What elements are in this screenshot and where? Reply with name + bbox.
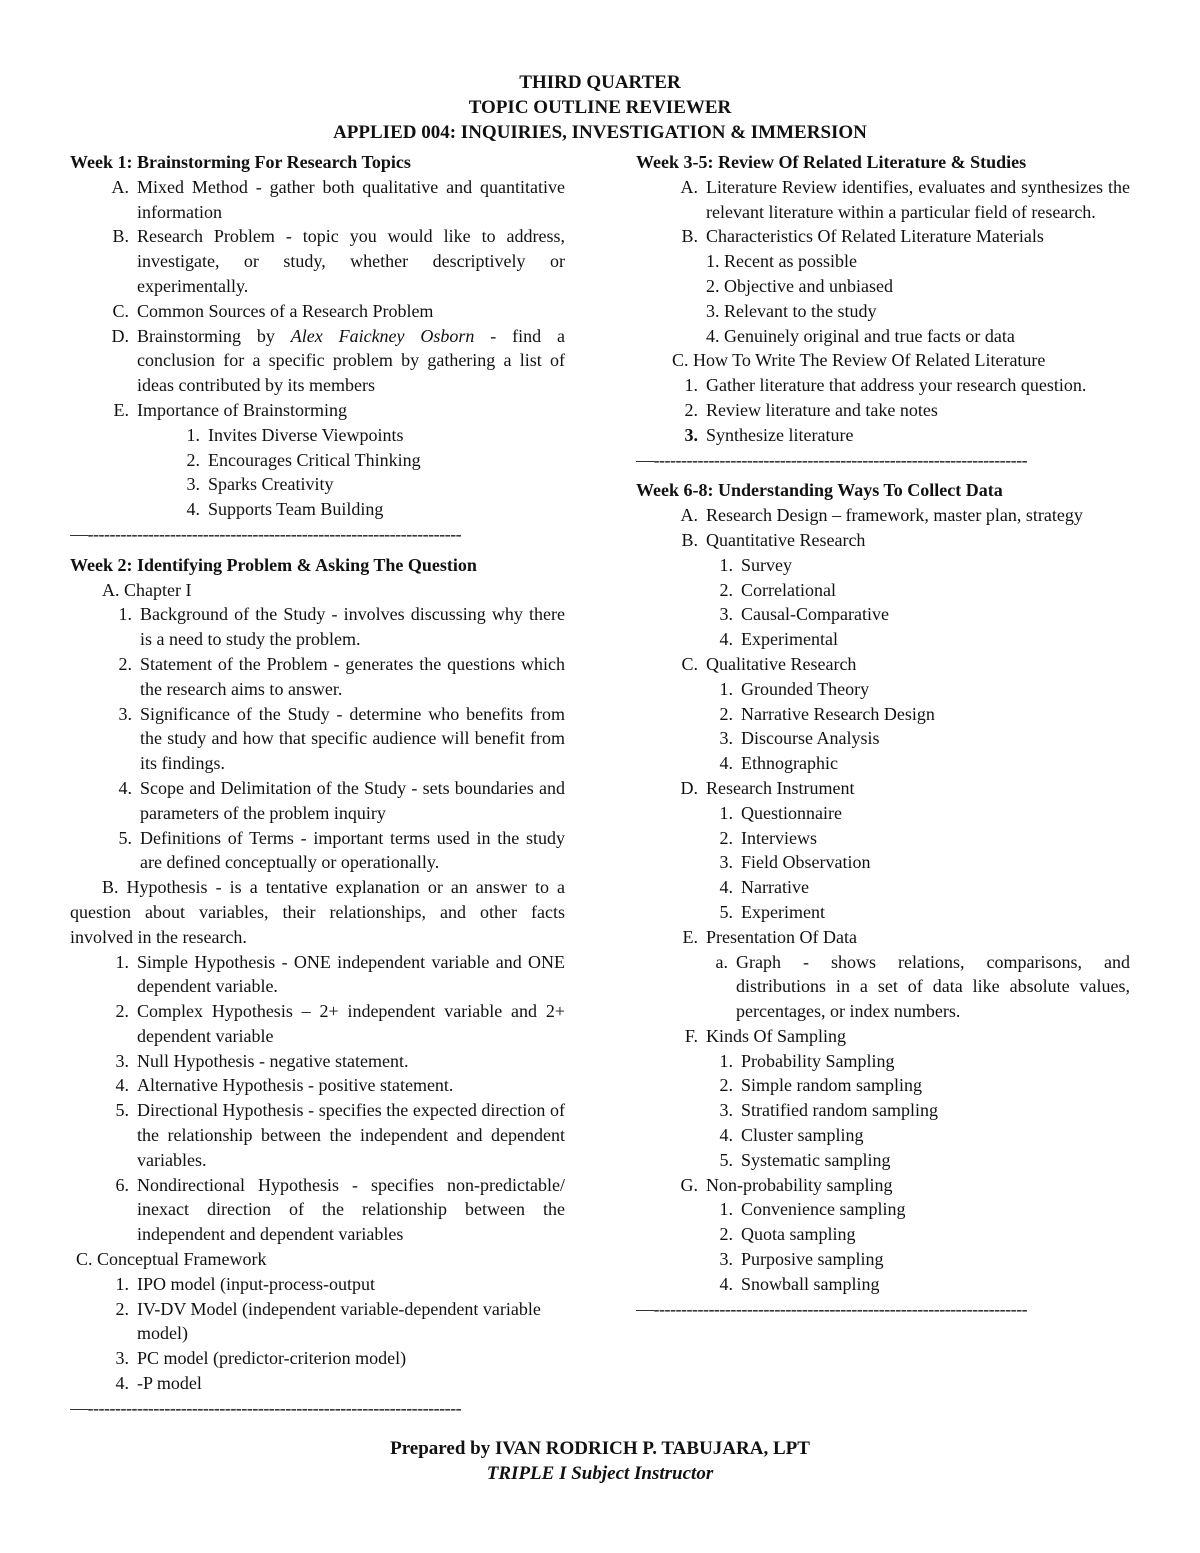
list-item: 2. Simple random sampling [719,1075,922,1096]
list-item: 3. Causal-Comparative [719,604,889,625]
list-item: B. Quantitative Research [681,529,866,550]
write-review-heading: C. How To Write The Review Of Related Literature [672,350,1046,371]
list-item: 3. Significance of the Study - determine who benefits from the study and how that specific audience will benefit from its findings. [118,703,565,774]
list-item: 1. Questionnaire [719,802,842,823]
list-item: 4. Narrative [719,877,809,898]
hypothesis-paragraph: B. Hypothesis - is a tentative explanation or an answer to a question about variables, their relationships, and other facts involved in the research. [70,877,565,947]
list-item: 2. Statement of the Problem - generates the questions which the research aims to answer. [118,653,565,699]
section-divider: —-------------------------------------------------------------------- [636,449,1028,470]
list-item: 3. Purposive sampling [719,1249,884,1270]
list-item: 4. Ethnographic [719,753,838,774]
list-item: 2. Objective and unbiased [706,275,893,296]
list-item: C. Qualitative Research [681,653,857,674]
framework-heading: C. Conceptual Framework [76,1249,267,1270]
list-item: 5. Experiment [719,901,825,922]
list-item: 4. -P model [115,1373,202,1394]
list-item: B. Research Problem - topic you would like to address, investigate, or study, whether descriptively or experimentally. [112,226,565,296]
list-item: G. Non-probability sampling [680,1174,893,1195]
list-item: 1. IPO model (input-process-output [115,1273,375,1294]
list-item: 3. Discourse Analysis [719,728,880,749]
quarter-title: THIRD QUARTER [519,72,681,93]
list-item: 2. IV-DV Model (independent variable-dependent variable model) [115,1298,541,1344]
list-item: 3. Null Hypothesis - negative statement. [115,1050,409,1071]
list-item: 1. Invites Diverse Viewpoints [186,424,404,445]
list-item: 1. Grounded Theory [719,678,870,699]
list-item: 4. Scope and Delimitation of the Study - sets boundaries and parameters of the problem inquiry [118,777,565,823]
list-item: 2. Review literature and take notes [684,399,938,420]
list-item: 2. Encourages Critical Thinking [186,449,421,470]
subject-title: APPLIED 004: INQUIRIES, INVESTIGATION & IMMERSION [333,122,867,143]
list-item: 4. Supports Team Building [186,499,384,520]
list-item: 3. Field Observation [719,852,871,873]
document-header [0,70,1200,145]
list-item: 2. Interviews [719,827,817,848]
list-item: 5. Systematic sampling [719,1149,891,1170]
list-item: 5. Definitions of Terms - important terms used in the study are defined conceptually or operationally. [118,827,565,873]
list-item: 3. Sparks Creativity [186,474,334,495]
prepared-by: Prepared by IVAN RODRICH P. TABUJARA, LPT [390,1438,810,1459]
week1-heading: Week 1: Brainstorming For Research Topics [70,152,411,172]
list-item: 4. Cluster sampling [719,1125,864,1146]
list-item: 1. Simple Hypothesis - ONE independent variable and ONE dependent variable. [115,951,565,997]
list-item: 1. Recent as possible [706,251,857,272]
list-item: E. Importance of Brainstorming [113,399,347,420]
list-item: 1. Background of the Study - involves discussing why there is a need to study the problem. [118,604,565,650]
left-column [70,150,565,1427]
list-item: 5. Directional Hypothesis - specifies the expected direction of the relationship between the independent and dependent variables. [115,1100,565,1170]
list-item: a. Graph - shows relations, comparisons, and distributions in a set of data like absolute values, percentages, or index numbers. [715,951,1130,1022]
osborn-name: Alex Faickney Osborn [290,325,475,346]
week3-5-heading: Week 3-5: Review Of Related Literature & Studies [636,152,1027,172]
list-item: 1. Gather literature that address your research question. [684,375,1087,396]
list-item: 3. Synthesize literature [684,424,854,445]
list-item: 1. Survey [719,554,792,575]
list-item: D. Research Instrument [680,777,855,798]
section-divider: —-------------------------------------------------------------------- [70,1397,462,1418]
list-item: D. Brainstorming by Alex Faickney Osborn - find a conclusion for a specific problem by gathering a list of ideas contributed by its members [111,325,566,396]
instructor-role: TRIPLE I Subject Instructor [486,1463,714,1484]
list-item: 2. Quota sampling [719,1224,856,1245]
list-item: E. Presentation Of Data [682,926,857,947]
list-item: C. Common Sources of a Research Problem [112,300,434,321]
section-divider: —-------------------------------------------------------------------- [636,1298,1028,1319]
document-footer [0,1436,1200,1486]
list-item: B. Characteristics Of Related Literature Materials [681,226,1044,247]
list-item: 4. Genuinely original and true facts or data [706,325,1015,346]
list-item: 2. Complex Hypothesis – 2+ independent variable and 2+ dependent variable [115,1001,565,1046]
list-item: 1. Convenience sampling [719,1199,906,1220]
list-item: A. Mixed Method - gather both qualitative and quantitative information [111,176,565,222]
list-item: F. Kinds Of Sampling [684,1025,847,1046]
chapter-heading: A. Chapter I [102,579,192,600]
list-item: 4. Alternative Hypothesis - positive statement. [115,1075,454,1096]
week6-8-heading: Week 6-8: Understanding Ways To Collect Data [636,480,1003,501]
list-item: 6. Nondirectional Hypothesis - specifies non-predictable/ inexact direction of the relationship between the independent and dependent variables [115,1174,565,1245]
list-item: 4. Experimental [719,629,838,650]
week2-heading: Week 2: Identifying Problem & Asking The Question [70,554,477,575]
list-item: 2. Correlational [719,579,836,600]
reviewer-title: TOPIC OUTLINE REVIEWER [468,97,732,118]
list-item: 3. PC model (predictor-criterion model) [115,1348,407,1369]
list-item: A. Research Design – framework, master plan, strategy [680,505,1083,526]
list-item: 4. Snowball sampling [719,1273,880,1294]
section-divider: —-------------------------------------------------------------------- [70,523,462,544]
list-item: 3. Relevant to the study [706,300,877,321]
list-item: 1. Probability Sampling [719,1050,895,1071]
list-item: A. Literature Review identifies, evaluates and synthesizes the relevant literature within a particular field of research. [680,176,1130,222]
right-column [636,150,1130,1327]
list-item: 3. Stratified random sampling [719,1100,938,1121]
list-item: 2. Narrative Research Design [719,703,935,724]
